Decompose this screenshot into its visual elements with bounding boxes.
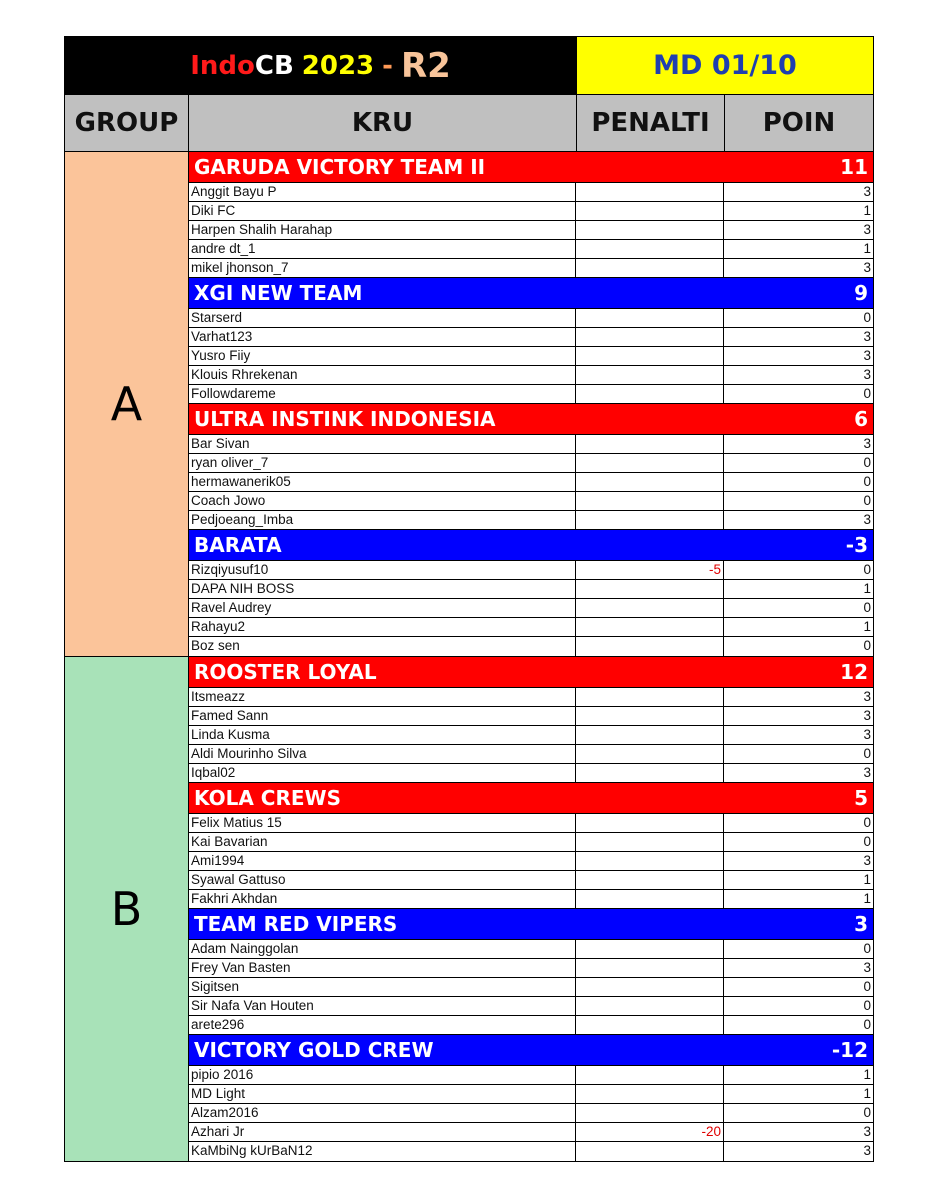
player-name: Anggit Bayu P <box>189 183 576 201</box>
player-row <box>189 454 873 473</box>
player-points: 3 <box>863 708 871 723</box>
tournament-title <box>65 37 577 94</box>
player-name: Followdareme <box>189 385 576 403</box>
player-penalty <box>576 940 724 958</box>
team-header <box>189 783 873 814</box>
player-name: Diki FC <box>189 202 576 220</box>
team-name: TEAM RED VIPERS <box>194 912 398 936</box>
player-penalty <box>576 511 724 529</box>
player-row <box>189 259 873 278</box>
player-points: 1 <box>863 891 871 906</box>
player-name: pipio 2016 <box>189 1066 576 1084</box>
team-name: VICTORY GOLD CREW <box>194 1038 434 1062</box>
player-penalty <box>576 852 724 870</box>
player-row <box>189 1016 873 1035</box>
player-row <box>189 940 873 959</box>
player-penalty <box>576 618 724 636</box>
team-section <box>189 278 873 404</box>
player-penalty <box>576 240 724 258</box>
player-penalty <box>576 745 724 763</box>
team-points: -12 <box>831 1038 868 1062</box>
team-header <box>189 404 873 435</box>
player-name: Alzam2016 <box>189 1104 576 1122</box>
player-penalty <box>576 637 724 656</box>
player-row <box>189 347 873 366</box>
player-name: Ravel Audrey <box>189 599 576 617</box>
team-section <box>189 909 873 1035</box>
player-penalty <box>576 328 724 346</box>
player-row <box>189 1104 873 1123</box>
team-section <box>189 404 873 530</box>
player-penalty <box>576 1104 724 1122</box>
group-label: B <box>65 657 189 1161</box>
title-indo: Indo <box>190 50 255 81</box>
player-row <box>189 328 873 347</box>
player-points: 0 <box>863 941 871 956</box>
player-name: Fakhri Akhdan <box>189 890 576 908</box>
group-label: A <box>65 152 189 656</box>
player-row <box>189 833 873 852</box>
team-name: BARATA <box>194 533 282 557</box>
player-points: 3 <box>863 260 871 275</box>
player-name: Frey Van Basten <box>189 959 576 977</box>
player-name: Ami1994 <box>189 852 576 870</box>
matchday-label: MD 01/10 <box>577 37 873 94</box>
player-row <box>189 764 873 783</box>
player-penalty <box>576 202 724 220</box>
player-row <box>189 726 873 745</box>
player-penalty <box>576 366 724 384</box>
player-points: 3 <box>863 512 871 527</box>
group-block <box>64 657 874 1162</box>
player-penalty <box>576 221 724 239</box>
player-name: Bar Sivan <box>189 435 576 453</box>
team-name: ULTRA INSTINK INDONESIA <box>194 407 496 431</box>
player-points: 0 <box>863 979 871 994</box>
player-penalty <box>576 707 724 725</box>
player-row <box>189 511 873 530</box>
player-penalty <box>576 726 724 744</box>
player-row <box>189 1066 873 1085</box>
player-name: Aldi Mourinho Silva <box>189 745 576 763</box>
team-name: KOLA CREWS <box>194 786 341 810</box>
player-penalty <box>576 580 724 598</box>
player-name: Adam Nainggolan <box>189 940 576 958</box>
player-points: 3 <box>863 222 871 237</box>
player-points: 0 <box>863 834 871 849</box>
player-row <box>189 688 873 707</box>
team-section <box>189 657 873 783</box>
player-name: ryan oliver_7 <box>189 454 576 472</box>
player-row <box>189 1085 873 1104</box>
player-row <box>189 871 873 890</box>
player-points: 3 <box>863 348 871 363</box>
player-row <box>189 959 873 978</box>
player-penalty <box>576 435 724 453</box>
player-name: hermawanerik05 <box>189 473 576 491</box>
player-row <box>189 561 873 580</box>
player-name: Famed Sann <box>189 707 576 725</box>
team-name: GARUDA VICTORY TEAM II <box>194 155 486 179</box>
player-name: DAPA NIH BOSS <box>189 580 576 598</box>
player-row <box>189 1123 873 1142</box>
group-block <box>64 152 874 657</box>
player-points: 3 <box>863 1143 871 1158</box>
player-name: Azhari Jr <box>189 1123 576 1141</box>
team-points: 3 <box>854 912 868 936</box>
player-points: 1 <box>863 1086 871 1101</box>
player-penalty <box>576 385 724 403</box>
player-row <box>189 366 873 385</box>
team-name: ROOSTER LOYAL <box>194 660 377 684</box>
team-header <box>189 152 873 183</box>
player-row <box>189 852 873 871</box>
player-points: 0 <box>863 562 871 577</box>
player-penalty <box>576 492 724 510</box>
player-penalty <box>576 259 724 277</box>
player-row <box>189 580 873 599</box>
player-row <box>189 618 873 637</box>
player-points: 0 <box>863 386 871 401</box>
player-points: 1 <box>863 872 871 887</box>
team-list <box>189 152 873 656</box>
team-section <box>189 1035 873 1161</box>
player-penalty: -20 <box>576 1123 724 1141</box>
player-points: 0 <box>863 998 871 1013</box>
player-row <box>189 202 873 221</box>
player-penalty <box>576 688 724 706</box>
player-name: Yusro Fiiy <box>189 347 576 365</box>
player-points: 3 <box>863 727 871 742</box>
team-points: 9 <box>854 281 868 305</box>
team-section <box>189 530 873 656</box>
player-row <box>189 473 873 492</box>
player-name: MD Light <box>189 1085 576 1103</box>
player-row <box>189 890 873 909</box>
standings-sheet <box>64 36 874 1162</box>
player-penalty <box>576 871 724 889</box>
team-name: XGI NEW TEAM <box>194 281 363 305</box>
player-row <box>189 309 873 328</box>
player-name: Sir Nafa Van Houten <box>189 997 576 1015</box>
player-points: 1 <box>863 581 871 596</box>
player-points: 3 <box>863 1124 871 1139</box>
player-points: 0 <box>863 310 871 325</box>
player-penalty <box>576 183 724 201</box>
player-name: Syawal Gattuso <box>189 871 576 889</box>
player-penalty <box>576 997 724 1015</box>
player-penalty <box>576 959 724 977</box>
player-row <box>189 707 873 726</box>
player-penalty <box>576 978 724 996</box>
player-name: andre dt_1 <box>189 240 576 258</box>
player-row <box>189 814 873 833</box>
player-penalty <box>576 473 724 491</box>
player-penalty <box>576 833 724 851</box>
player-row <box>189 978 873 997</box>
team-header <box>189 1035 873 1066</box>
player-points: 3 <box>863 853 871 868</box>
title-bar <box>64 36 874 95</box>
player-name: Iqbal02 <box>189 764 576 782</box>
player-points: 1 <box>863 203 871 218</box>
player-points: 0 <box>863 746 871 761</box>
player-points: 3 <box>863 960 871 975</box>
player-points: 0 <box>863 1017 871 1032</box>
title-cb: CB <box>254 50 294 81</box>
player-name: KaMbiNg kUrBaN12 <box>189 1142 576 1161</box>
player-name: Rahayu2 <box>189 618 576 636</box>
header-group: GROUP <box>65 95 189 151</box>
title-round: R2 <box>400 45 451 86</box>
player-penalty <box>576 454 724 472</box>
player-name: arete296 <box>189 1016 576 1034</box>
player-row <box>189 599 873 618</box>
header-kru: KRU <box>189 95 577 151</box>
player-penalty <box>576 309 724 327</box>
player-penalty <box>576 599 724 617</box>
header-penalti: PENALTI <box>577 95 725 151</box>
team-section <box>189 152 873 278</box>
player-penalty <box>576 890 724 908</box>
player-points: 1 <box>863 1067 871 1082</box>
player-row <box>189 240 873 259</box>
team-header <box>189 278 873 309</box>
player-points: 0 <box>863 493 871 508</box>
player-penalty <box>576 1016 724 1034</box>
player-name: Kai Bavarian <box>189 833 576 851</box>
player-row <box>189 745 873 764</box>
player-points: 3 <box>863 329 871 344</box>
player-points: 3 <box>863 367 871 382</box>
player-penalty: -5 <box>576 561 724 579</box>
player-name: Rizqiyusuf10 <box>189 561 576 579</box>
player-points: 0 <box>863 600 871 615</box>
player-row <box>189 221 873 240</box>
title-dash: - <box>382 50 393 81</box>
team-header <box>189 909 873 940</box>
player-points: 3 <box>863 689 871 704</box>
player-points: 0 <box>863 455 871 470</box>
column-header-row <box>64 95 874 152</box>
team-points: 5 <box>854 786 868 810</box>
player-penalty <box>576 1085 724 1103</box>
player-points: 1 <box>863 619 871 634</box>
player-row <box>189 183 873 202</box>
team-points: 12 <box>840 660 868 684</box>
player-points: 0 <box>863 638 871 653</box>
player-name: Itsmeazz <box>189 688 576 706</box>
player-penalty <box>576 1142 724 1161</box>
player-points: 0 <box>863 815 871 830</box>
player-name: Sigitsen <box>189 978 576 996</box>
player-points: 3 <box>863 765 871 780</box>
player-row <box>189 435 873 454</box>
team-header <box>189 657 873 688</box>
player-points: 3 <box>863 436 871 451</box>
team-list <box>189 657 873 1161</box>
player-row <box>189 385 873 404</box>
player-row <box>189 637 873 656</box>
player-name: Harpen Shalih Harahap <box>189 221 576 239</box>
player-penalty <box>576 764 724 782</box>
player-name: Pedjoeang_Imba <box>189 511 576 529</box>
team-points: 11 <box>840 155 868 179</box>
player-penalty <box>576 814 724 832</box>
player-row <box>189 1142 873 1161</box>
groups-container <box>64 152 874 1162</box>
player-name: Varhat123 <box>189 328 576 346</box>
player-name: Felix Matius 15 <box>189 814 576 832</box>
player-name: Linda Kusma <box>189 726 576 744</box>
player-name: Klouis Rhrekenan <box>189 366 576 384</box>
player-name: Boz sen <box>189 637 576 656</box>
player-row <box>189 997 873 1016</box>
player-name: Starserd <box>189 309 576 327</box>
player-row <box>189 492 873 511</box>
player-points: 1 <box>863 241 871 256</box>
player-points: 3 <box>863 184 871 199</box>
team-points: 6 <box>854 407 868 431</box>
player-penalty <box>576 347 724 365</box>
player-name: mikel jhonson_7 <box>189 259 576 277</box>
team-points: -3 <box>845 533 868 557</box>
team-header <box>189 530 873 561</box>
player-name: Coach Jowo <box>189 492 576 510</box>
header-poin: POIN <box>762 108 836 138</box>
player-penalty <box>576 1066 724 1084</box>
player-points: 0 <box>863 1105 871 1120</box>
team-section <box>189 783 873 909</box>
player-points: 0 <box>863 474 871 489</box>
title-year: 2023 <box>301 50 375 81</box>
